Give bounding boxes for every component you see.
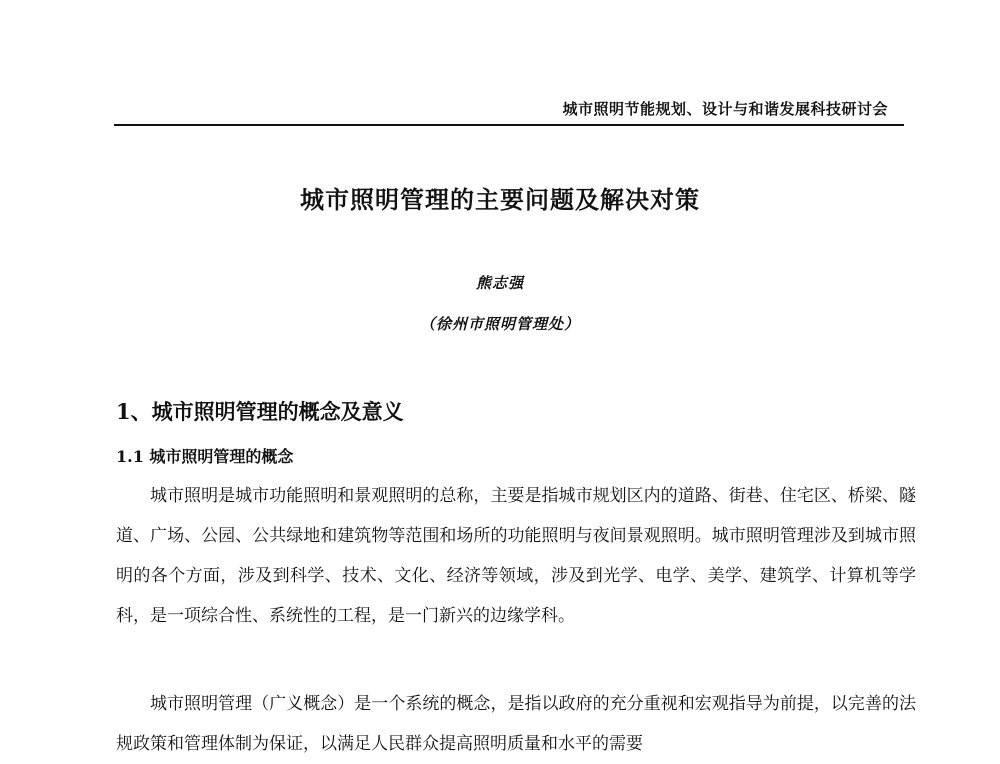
running-header-title: 城市照明节能规划、设计与和谐发展科技研讨会 — [562, 100, 888, 118]
section-heading: 1、城市照明管理的概念及意义 — [116, 399, 404, 424]
author-affiliation: （徐州市照明管理处） — [419, 315, 580, 333]
paper-title: 城市照明管理的主要问题及解决对策 — [300, 186, 700, 214]
body-paragraph: 城市照明管理（广义概念）是一个系统的概念，是指以政府的充分重视和宏观指导为前提，以完善的法规政策和管理体制为保证，以满足人民群众提高照明质量和水平的需要 — [116, 694, 916, 754]
subsection-heading: 1.1 城市照明管理的概念 — [116, 447, 294, 466]
header-rule — [114, 124, 904, 126]
author-name: 熊志强 — [475, 274, 524, 292]
body-paragraph: 城市照明是城市功能照明和景观照明的总称，主要是指城市规划区内的道路、街巷、住宅区、桥梁、隧道、广场、公园、公共绿地和建筑物等范围和场所的功能照明与夜间景观照明。城市照明管理涉及到城市照明的各个方面，涉及到科学、技术、文化、经济等领域，涉及到光学、电学、美学、建筑学、计算机等学科，是一项综合性、系统性的工程，是一门新兴的边缘学科。 — [116, 486, 916, 626]
